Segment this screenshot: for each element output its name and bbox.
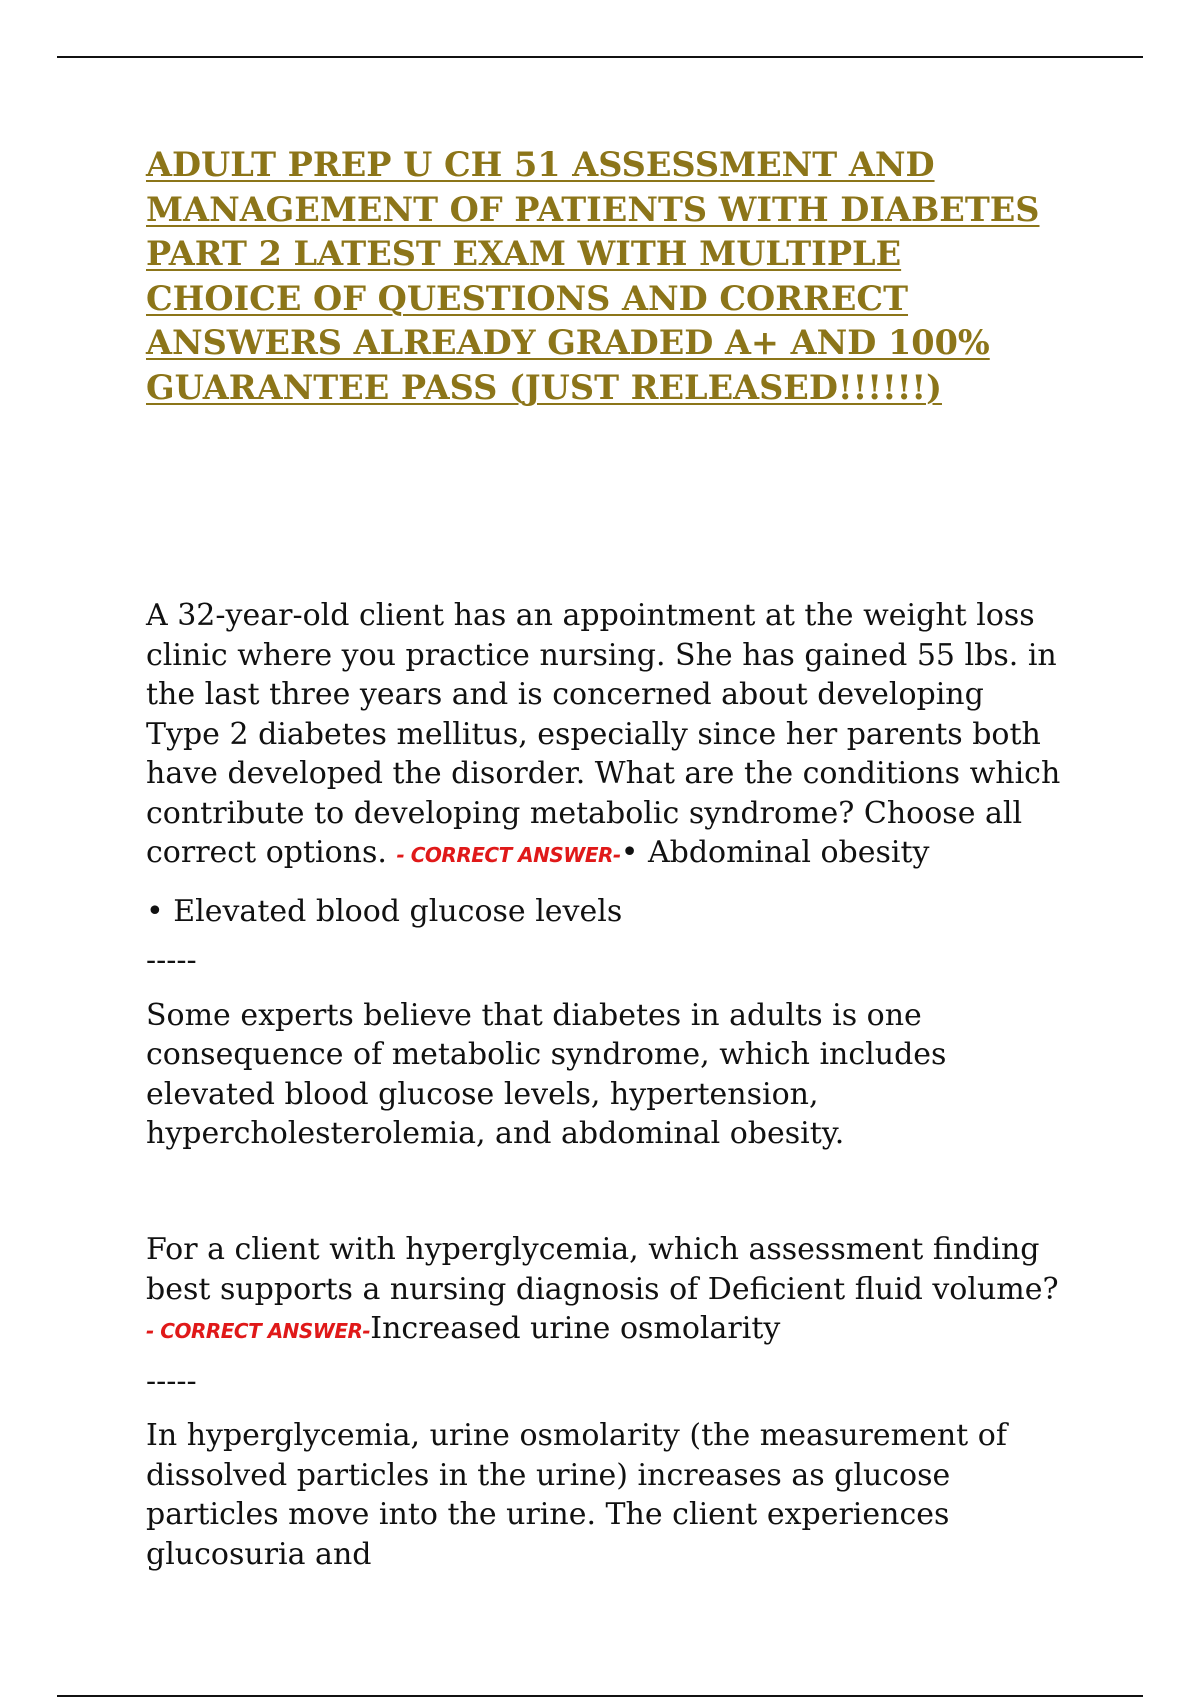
top-rule [57,56,1143,58]
answer-extra: • Elevated blood glucose levels [146,893,623,929]
question-block-2 [146,1230,1066,1574]
question-text [146,1230,1066,1352]
bottom-rule [57,1695,1143,1697]
correct-answer-tag: - CORRECT ANSWER- [146,1319,371,1343]
document-title: ADULT PREP U CH 51 ASSESSMENT AND MANAGEMENT OF PATIENTS WITH DIABETES PART 2 LATEST EXAM WITH MULTIPLE CHOICE OF QUESTIONS AND CORRECT ANSWERS ALREADY GRADED A+ AND 100% GUARANTEE PASS (JUST RELEASED!!!!!!) [146,145,1040,407]
question-text [146,596,1066,876]
question-prompt: For a client with hyperglycemia, which assessment finding best supports a nursing diagnosis of Deficient fluid volume? [146,1232,1059,1307]
rationale-text: Some experts believe that diabetes in adults is one consequence of metabolic syndrome, which includes elevated blood glucose levels, hypertension, hypercholesterolemia, and abdominal obesity. [146,997,947,1151]
separator: ----- [146,1363,197,1399]
answer-text: Increased urine osmolarity [370,1311,781,1346]
separator: ----- [146,943,197,978]
question-block-1 [146,596,1066,1154]
correct-answer-tag: - CORRECT ANSWER- [396,843,621,867]
question-prompt: A 32-year-old client has an appointment at the weight loss clinic where you practice nursing. She has gained 55 lbs. in the last three years and is concerned about developing Type 2 diabetes mellitus, especially since her parents both have developed the disorder. What are the conditions which contribute to developing metabolic syndrome? Choose all correct options. [146,598,1061,870]
answer-text: • Abdominal obesity [620,835,930,870]
rationale-text: In hyperglycemia, urine osmolarity (the measurement of dissolved particles in the urine) increases as glucose particles move into the urine. The client experiences glucosuria and [146,1418,1007,1572]
